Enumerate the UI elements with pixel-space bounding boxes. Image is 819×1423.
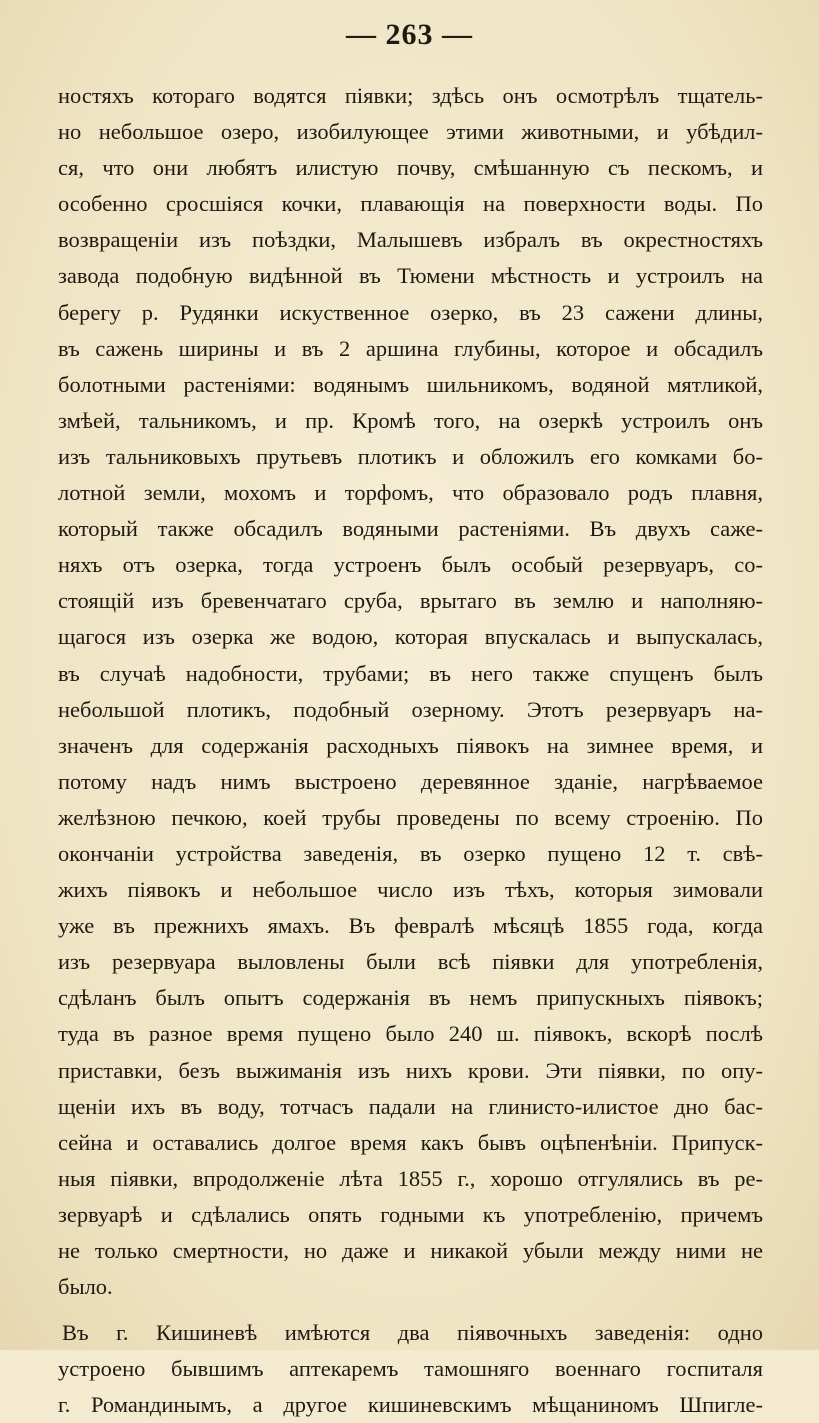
text-line: ностяхъ котораго водятся пiявки; здѣсь онъ осмотрѣлъ тщатель- — [58, 83, 763, 108]
text-line: щенiи ихъ въ воду, тотчасъ падали на глинисто-илистое дно бас- — [58, 1093, 763, 1119]
text-line: желѣзною печкою, коей трубы проведены по всему строенiю. По — [58, 804, 763, 830]
paragraph-gap — [58, 1305, 763, 1315]
text-line: жихъ пiявокъ и небольшое число изъ тѣхъ, которыя зимовали — [58, 877, 763, 903]
text-line: сейна и оставались долгое время какъ бывъ оцѣпенѣнiи. Припуск- — [58, 1129, 763, 1155]
text-line: потому надъ нимъ выстроено деревянное зданiе, нагрѣваемое — [58, 768, 763, 794]
text-line: берегу р. Рудянки искуственное озерко, въ 23 сажени длины, — [58, 299, 763, 325]
text-line: небольшой плотикъ, подобный озерному. Этотъ резервуаръ на- — [58, 696, 763, 722]
text-line: змѣей, тальникомъ, и пр. Кромѣ того, на озеркѣ устроилъ онъ — [58, 407, 763, 433]
text-line: г. Романдинымъ, а другое кишиневскимъ мѣщаниномъ Шпигле- — [58, 1392, 763, 1418]
text-line: Въ г. Кишиневѣ имѣются два пiявочныхъ заведенiя: одно — [62, 1320, 763, 1346]
text-line: стоящiй изъ бревенчатаго сруба, врытаго въ землю и наполняю- — [58, 588, 763, 614]
text-line: окончанiи устройства заведенiя, въ озерко пущено 12 т. свѣ- — [58, 840, 763, 866]
text-line: изъ тальниковыхъ прутьевъ плотикъ и обложилъ его комками бо- — [58, 443, 763, 469]
text-line: возвращенiи изъ поѣздки, Малышевъ избралъ въ окрестностяхъ — [58, 227, 763, 253]
text-line: значенъ для содержанiя расходныхъ пiявокъ на зимнее время, и — [58, 732, 763, 758]
text-line: но небольшое озеро, изобилующее этими животными, и убѣдил- — [58, 119, 763, 145]
paragraph-1 — [58, 78, 763, 1305]
text-line: сдѣланъ былъ опытъ содержанiя въ немъ припускныхъ пiявокъ; — [58, 985, 763, 1011]
text-line: ныя пiявки, впродолженiе лѣта 1855 г., хорошо отгулялись въ ре- — [58, 1165, 763, 1191]
text-line: въ случаѣ надобности, трубами; въ него также спущенъ былъ — [58, 660, 763, 686]
text-line: ся, что они любятъ илистую почву, смѣшанную съ пескомъ, и — [58, 155, 763, 181]
text-line: уже въ прежнихъ ямахъ. Въ февралѣ мѣсяцѣ 1855 года, когда — [58, 913, 763, 939]
text-line: лотной земли, мохомъ и торфомъ, что образовало родъ плавня, — [58, 480, 763, 506]
text-line: зервуарѣ и сдѣлались опять годными къ употребленiю, причемъ — [58, 1201, 763, 1227]
body-text — [58, 78, 763, 1423]
text-line: устроено бывшимъ аптекаремъ тамошняго военнаго госпиталя — [58, 1356, 763, 1382]
text-line: приставки, безъ выжиманiя изъ нихъ крови. Эти пiявки, по опу- — [58, 1057, 763, 1083]
text-line: завода подобную видѣнной въ Тюмени мѣстность и устроилъ на — [58, 263, 763, 289]
text-line: няхъ отъ озерка, тогда устроенъ былъ особый резервуаръ, со- — [58, 552, 763, 578]
text-line: не только смертности, но даже и никакой убыли между ними не — [58, 1238, 763, 1263]
text-line: туда въ разное время пущено было 240 ш. пiявокъ, вскорѣ послѣ — [58, 1021, 763, 1047]
text-line: особенно сросшiяся кочки, плавающiя на поверхности воды. По — [58, 191, 763, 217]
page-number: — 263 — — [346, 18, 473, 51]
paragraph-2 — [58, 1315, 763, 1423]
text-line: изъ резервуара выловлены были всѣ пiявки для употребленiя, — [58, 949, 763, 975]
text-line: было. — [58, 1274, 113, 1300]
text-line: щагося изъ озерка же водою, которая впускалась и выпускалась, — [58, 624, 763, 650]
text-line: болотными растенiями: водянымъ шильникомъ, водяной мятликой, — [58, 371, 763, 397]
text-line: который также обсадилъ водяными растенiями. Въ двухъ саже- — [58, 516, 763, 542]
text-line: въ сажень ширины и въ 2 аршина глубины, которое и обсадилъ — [58, 335, 763, 361]
